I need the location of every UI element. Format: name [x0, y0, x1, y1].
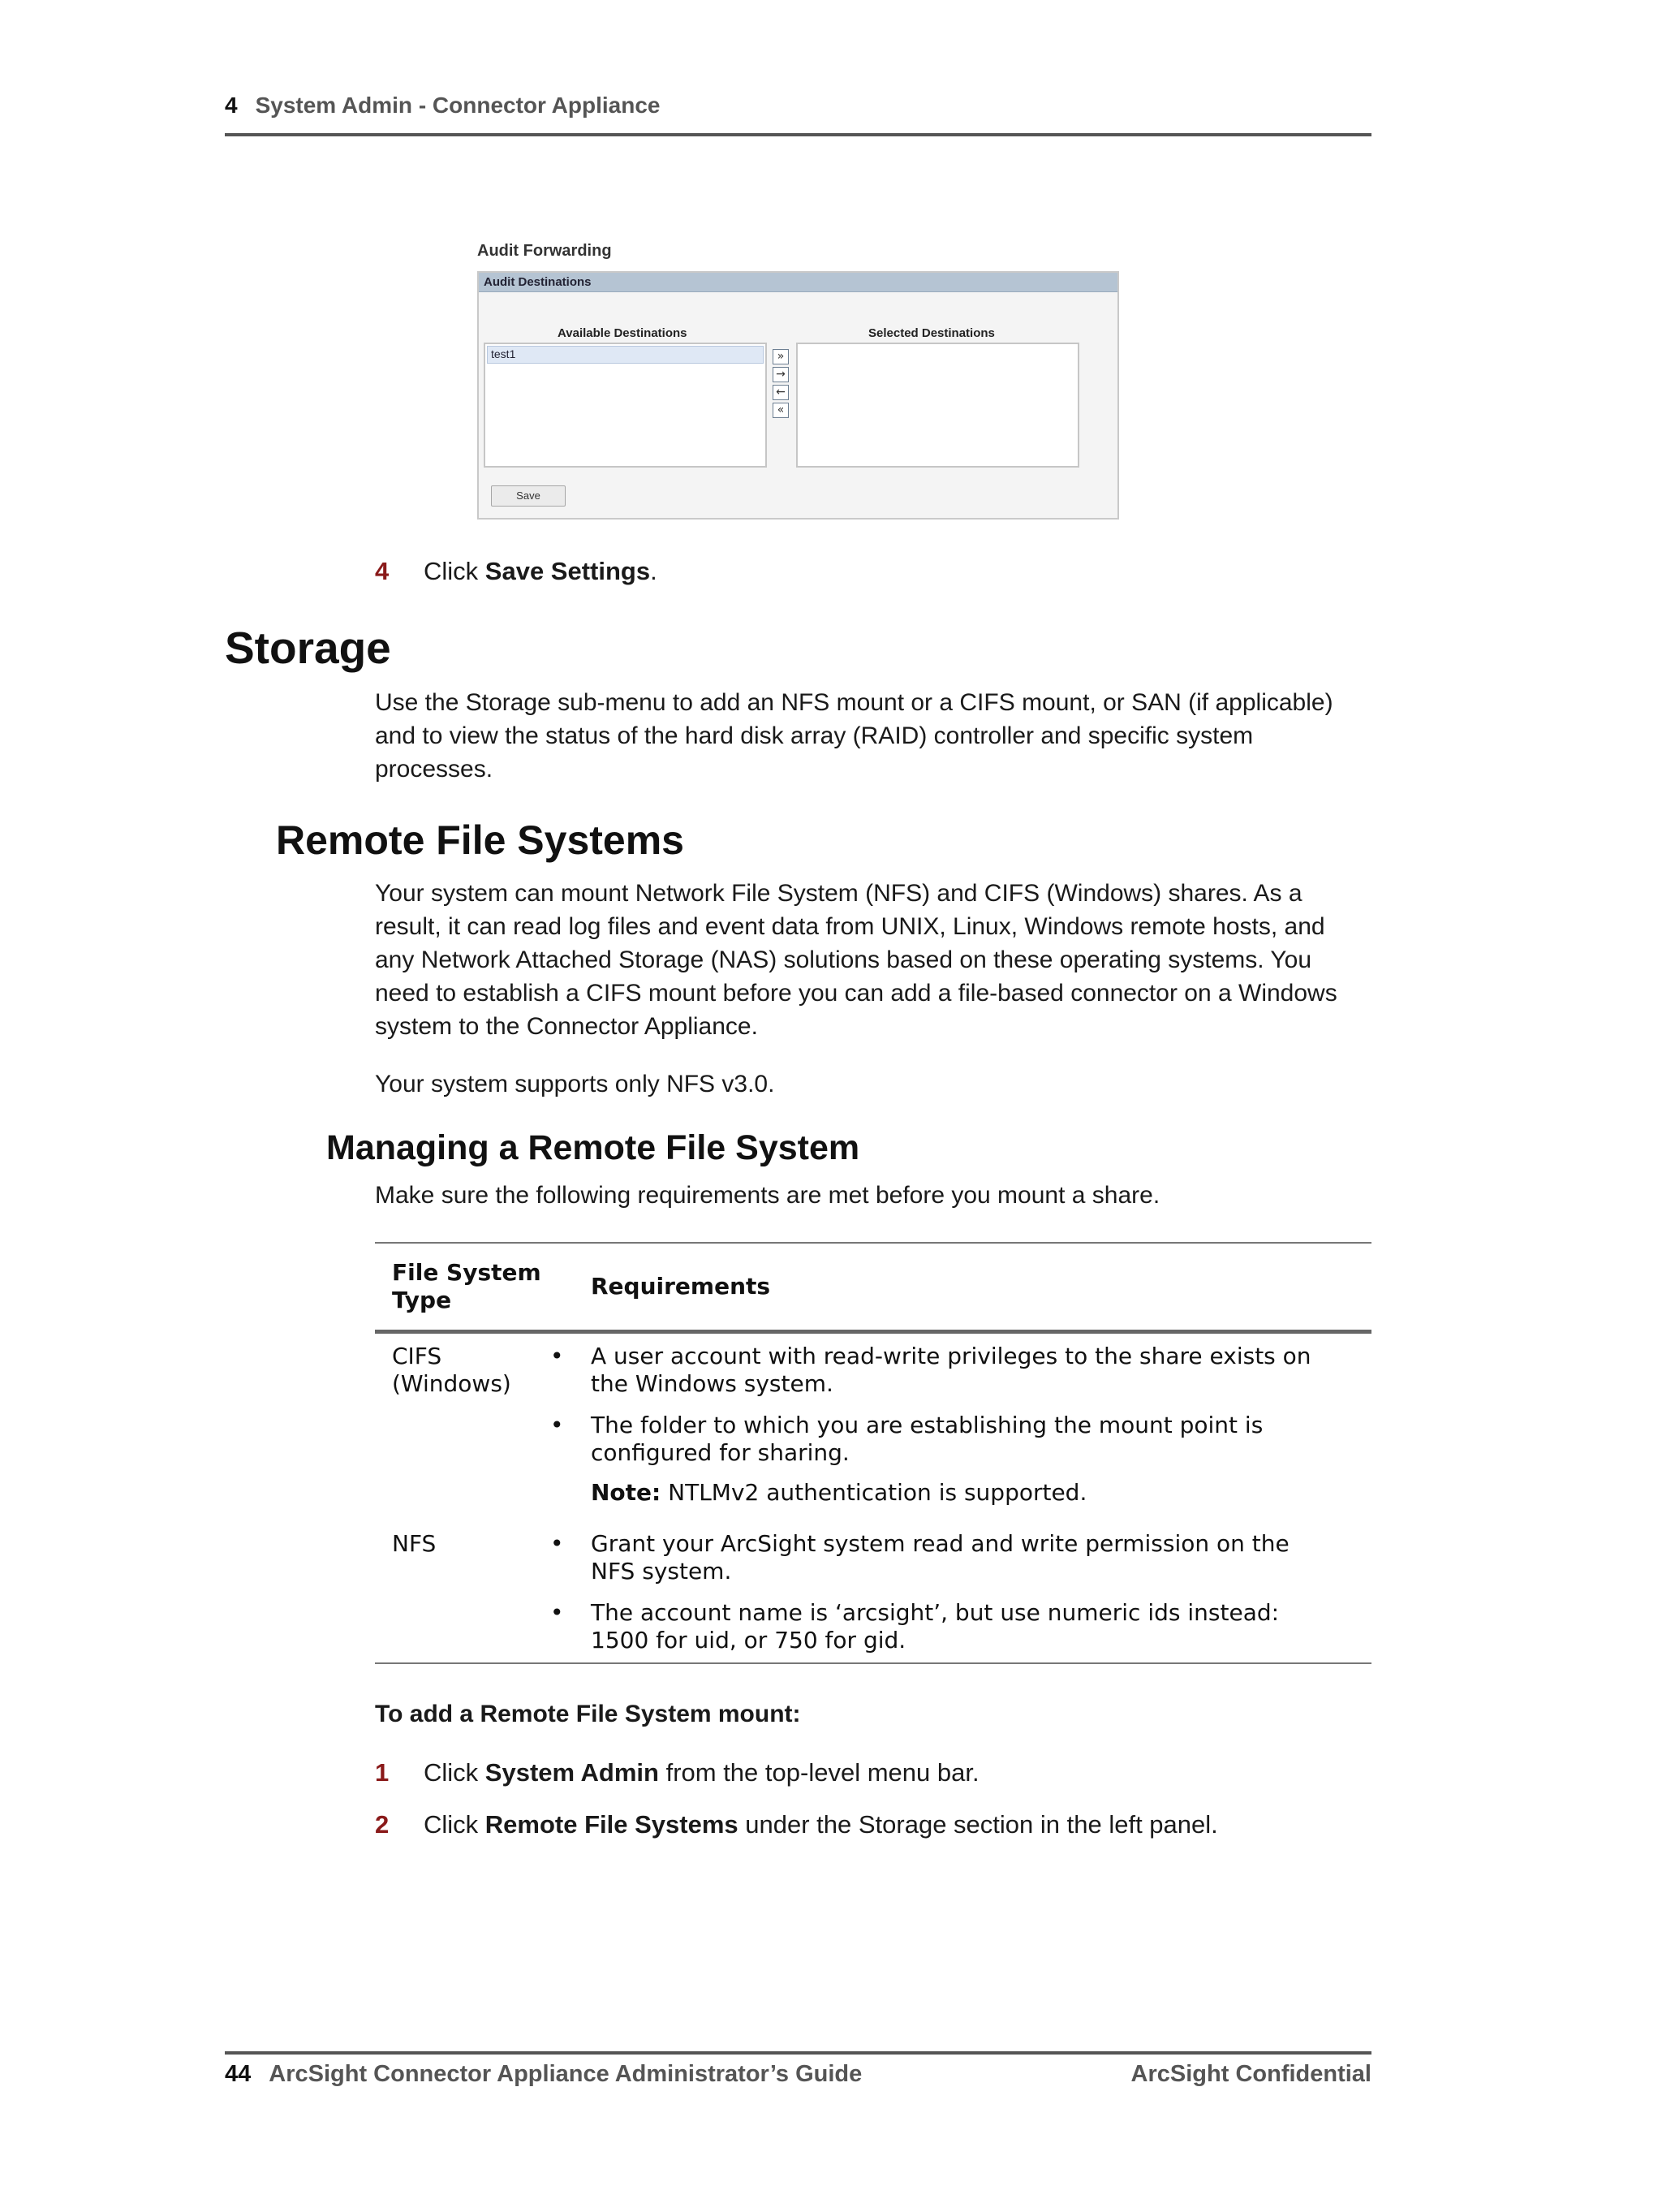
- bullet-icon: •: [550, 1412, 564, 1438]
- move-left-button[interactable]: [773, 385, 789, 400]
- step-number: 2: [375, 1810, 390, 1839]
- bullet-line: Grant your ArcSight system read and write permission on the: [591, 1530, 1290, 1557]
- header-line: File System: [392, 1259, 541, 1286]
- cifs-bullet-1: [550, 1343, 1370, 1398]
- available-destinations-list[interactable]: [484, 343, 767, 468]
- step-text: Click: [424, 557, 485, 585]
- step-text: Click: [424, 1810, 485, 1839]
- storage-line-2: and to view the status of the hard disk array (RAID) controller and specific system: [375, 722, 1254, 749]
- step-number: 4: [375, 557, 390, 585]
- cifs-bullet-2: [550, 1412, 1370, 1467]
- remote-fs-line-5: system to the Connector Appliance.: [375, 1013, 758, 1040]
- step-text: Click: [424, 1758, 485, 1787]
- remote-file-systems-heading: Remote File Systems: [276, 817, 684, 863]
- cifs-note: [591, 1479, 1087, 1506]
- move-all-left-button[interactable]: [773, 403, 789, 418]
- remote-fs-line-2: result, it can read log files and event data from UNIX, Linux, Windows remote hosts, and: [375, 913, 1325, 940]
- bullet-line: 1500 for uid, or 750 for gid.: [591, 1627, 906, 1654]
- remote-fs-paragraph: [375, 877, 1365, 1043]
- storage-line-3: processes.: [375, 756, 493, 783]
- table-top-rule: [375, 1242, 1371, 1244]
- remote-fs-line-3: any Network Attached Storage (NAS) solutions based on these operating systems. You: [375, 946, 1312, 973]
- table-header-file-system-type: [392, 1259, 541, 1314]
- move-all-right-button[interactable]: [773, 349, 789, 364]
- list-item[interactable]: test1: [487, 346, 764, 364]
- storage-line-1: Use the Storage sub-menu to add an NFS mount or a CIFS mount, or SAN (if applicable): [375, 689, 1333, 716]
- page-footer: [225, 2051, 1371, 2088]
- nfs-bullet-1: [550, 1530, 1370, 1585]
- screenshot-title: Audit Forwarding: [477, 242, 612, 260]
- bullet-line: NFS system.: [591, 1558, 732, 1585]
- chapter-number: 4: [225, 93, 238, 118]
- selected-destinations-list[interactable]: [796, 343, 1079, 468]
- page-header: [225, 93, 1371, 136]
- chapter-title: System Admin - Connector Appliance: [255, 93, 661, 118]
- double-arrow-right-icon: »: [777, 350, 785, 363]
- procedure-title: To add a Remote File System mount:: [375, 1701, 801, 1727]
- managing-heading: Managing a Remote File System: [326, 1128, 860, 1167]
- table-row-cifs-type: [392, 1343, 511, 1398]
- arrow-left-icon: ←: [776, 386, 786, 399]
- move-right-button[interactable]: [773, 367, 789, 382]
- table-header-rule: [375, 1330, 1371, 1334]
- type-line: (Windows): [392, 1370, 511, 1397]
- table-row-nfs-type: NFS: [392, 1530, 437, 1557]
- storage-paragraph: [375, 686, 1365, 786]
- step-bold-text: Save Settings: [484, 557, 651, 585]
- available-destinations-label: Available Destinations: [558, 326, 687, 340]
- bullet-line: the Windows system.: [591, 1370, 833, 1397]
- step-number: 1: [375, 1758, 390, 1787]
- guide-title: ArcSight Connector Appliance Administrator’s Guide: [269, 2061, 863, 2087]
- bullet-line: The folder to which you are establishing the mount point is: [591, 1412, 1264, 1438]
- step-bold-text: System Admin: [484, 1758, 659, 1787]
- type-line: CIFS: [392, 1343, 442, 1369]
- header-line: Type: [392, 1287, 452, 1313]
- note-label: Note:: [591, 1479, 661, 1506]
- step-bold-text: Remote File Systems: [484, 1810, 738, 1839]
- bullet-icon: •: [550, 1599, 564, 1626]
- bullet-line: A user account with read-write privileges to the share exists on: [591, 1343, 1311, 1369]
- nfs-bullet-2: [550, 1599, 1370, 1654]
- managing-intro: Make sure the following requirements are met before you mount a share.: [375, 1182, 1160, 1209]
- remote-fs-line-1: Your system can mount Network File System (NFS) and CIFS (Windows) shares. As a: [375, 880, 1302, 907]
- step-suffix: .: [650, 557, 657, 585]
- bullet-line: The account name is ‘arcsight’, but use numeric ids instead:: [591, 1599, 1280, 1626]
- audit-forwarding-screenshot: [477, 271, 1119, 520]
- remote-fs-line-4: need to establish a CIFS mount before you can add a file-based connector on a Windows: [375, 980, 1337, 1007]
- audit-destinations-header: Audit Destinations: [479, 273, 1117, 292]
- nfs-support-line: Your system supports only NFS v3.0.: [375, 1071, 775, 1097]
- table-bottom-rule: [375, 1662, 1371, 1664]
- step-suffix: under the Storage section in the left panel.: [738, 1810, 1218, 1839]
- step-suffix: from the top-level menu bar.: [658, 1758, 980, 1787]
- table-header-requirements: Requirements: [591, 1273, 771, 1300]
- page-number: 44: [225, 2061, 252, 2087]
- storage-heading: Storage: [225, 623, 391, 673]
- selected-destinations-label: Selected Destinations: [868, 326, 995, 340]
- confidential-label: ArcSight Confidential: [1130, 2061, 1371, 2087]
- bullet-icon: •: [550, 1530, 564, 1557]
- bullet-icon: •: [550, 1343, 564, 1369]
- arrow-right-icon: →: [776, 368, 786, 381]
- note-text: NTLMv2 authentication is supported.: [661, 1479, 1087, 1506]
- bullet-line: configured for sharing.: [591, 1439, 850, 1466]
- save-button[interactable]: Save: [491, 485, 566, 507]
- double-arrow-left-icon: «: [777, 403, 785, 416]
